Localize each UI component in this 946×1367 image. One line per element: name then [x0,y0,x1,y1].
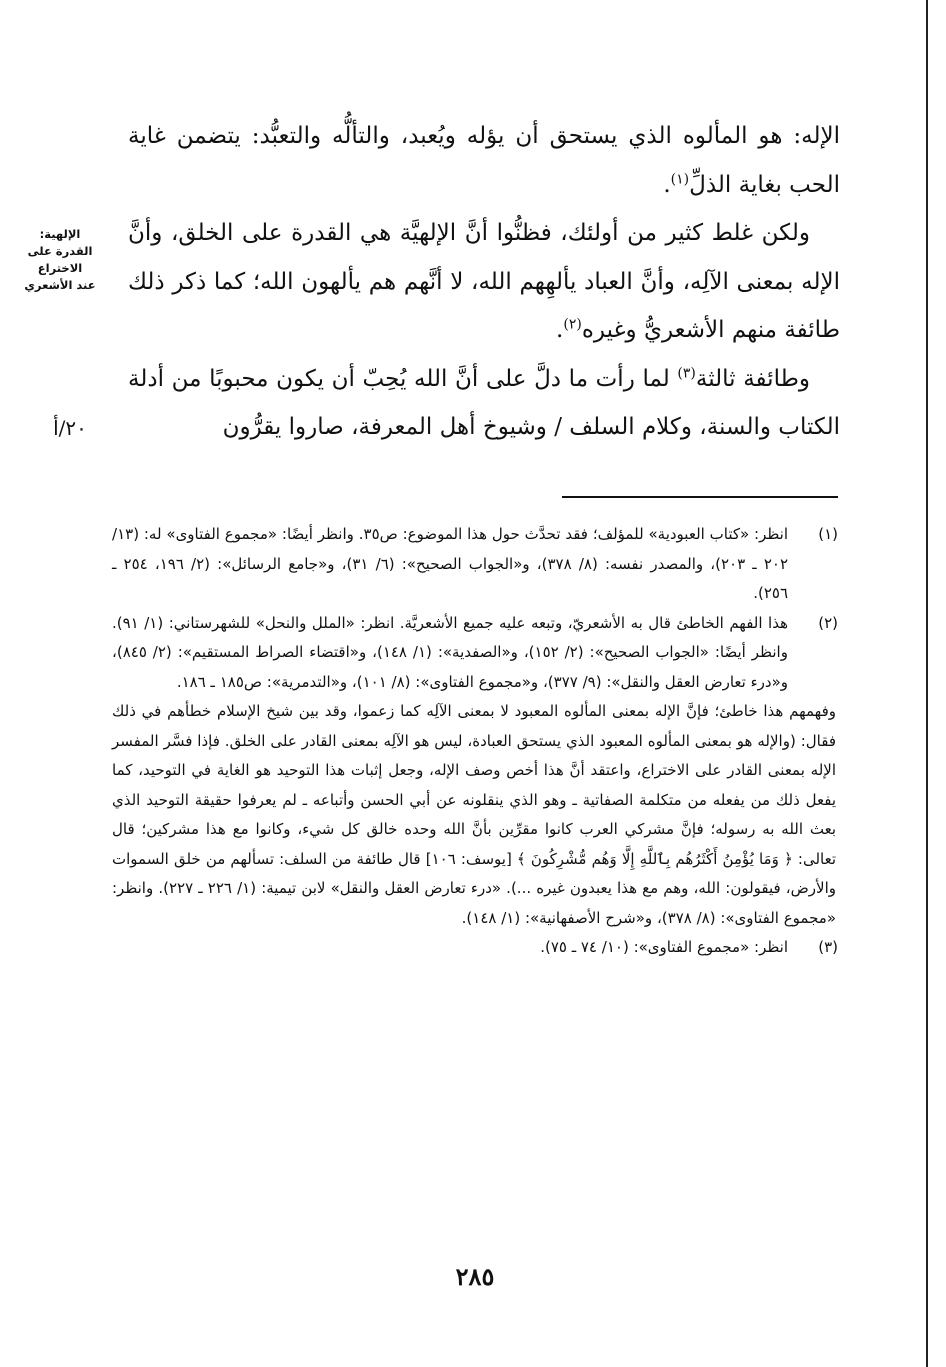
footnote-ref-2[interactable]: (٢) [563,316,582,333]
footnote-text: انظر: «كتاب العبودية» للمؤلف؛ فقد تحدَّث حول هذا الموضوع: ص٣٥. وانظر أيضًا: «مجموع الفتاوى» له: (١٣/ ٢٠٢ ـ ٢٠٣)، والمصدر نفسه: (٨/ ٣٧٨)، و«الجواب الصحيح»: (٦/ ٣١)، و«جامع الرسائل»: (٢/ ١٩٦، ٢٥٤ ـ ٢٥٦). [112,525,788,602]
footnote-number: (١) [818,525,838,543]
footnote-number: (٢) [818,613,838,632]
footnote-text: هذا الفهم الخاطئ قال به الأشعريّ، وتبعه عليه جميع الأشعريَّة. انظر: «الملل والنحل» للشهرستاني: (١/ ٩١). وانظر أيضًا: «الجواب الصحيح»: (٢/ ١٥٢)، و«الصفدية»: (١/ ١٤٨)، و«اقتضاء الصراط المستقيم»: (٢/ ٨٤٥)، و«درء تعارض العقل والنقل»: (٩/ ٣٧٧)، و«مجموع الفتاوى»: (٨/ ١٠١)، و«التدمرية»: ص١٨٥ ـ ١٨٦. [112,613,788,691]
footnote-text: انظر: «مجموع الفتاوى»: (١٠/ ٧٤ ـ ٧٥). [540,938,788,956]
paragraph-1: الإله: هو المألوه الذي يستحق أن يؤله ويُعبد، والتألُّه والتعبُّد: يتضمن غاية الحب بغاية الذلِّ$^{(١)}$. [128,123,840,198]
side-note-line-3: عند الأشعري [24,278,96,292]
footnote-separator [562,496,838,498]
footnote-ref-1[interactable]: (١) [670,170,690,187]
manuscript-folio-marker: ٢٠/أ [53,416,87,440]
footnote-ref-3[interactable]: (٣) [677,364,696,381]
main-text [128,112,840,452]
footnote-2 [112,609,836,934]
footnote-3 [112,933,836,963]
page-number: ٢٨٥ [455,1262,495,1291]
page-edge-shadow [926,0,928,1367]
side-note-line-1: الإلهية: [39,227,81,241]
footnotes [112,520,836,963]
footnote-number: (٣) [818,938,838,956]
margin-side-note [8,226,112,294]
footnote-1 [112,520,836,609]
paragraph-3: وطائفة ثالثة$^{(٣)}$ لما رأت ما دلَّ على أنَّ الله يُحِبّ أن يكون محبوبًا من أدلة الكتاب والسنة، وكلام السلف / وشيوخ أهل المعرفة، صاروا يقرُّون [128,364,840,440]
paragraph-2: ولكن غلط كثير من أولئك، فظنُّوا أنَّ الإلهيَّة هي القدرة على الخلق، وأنَّ الإله بمعنى الآلِه، وأنَّ العباد يألهِهم الله، لا أنَّهم هم يألهون الله؛ كما ذكر ذلك طائفة منهم الأشعريُّ وغيره$^{(٢)}$. [128,220,840,343]
side-note-line-2: القدرة على الاختراع [27,244,93,275]
footnote-continuation: وفهمهم هذا خاطئ؛ فإنَّ الإله بمعنى المألوه المعبود لا بمعنى الآلِه كما زعموا، وقد بين شيخ الإسلام خطأهم في ذلك فقال: (والإله هو بمعنى المألوه المعبود الذي يستحق العبادة، ليس هو الآلِه بمعنى القادر على الخلق. فإذا فسَّر المفسر الإله بمعنى القادر على الاختراع، واعتقد أنَّ هذا أخص وصف الإله، وجعل إثبات هذا التوحيد هو الغاية في التوحيد، كما يفعل ذلك من يفعله من متكلمة الصفاتية ـ وهو الذي ينقلونه عن أبي الحسن وأتباعه ـ لم يعرفوا حقيقة التوحيد الذي بعث الله به رسوله؛ فإنَّ مشركي العرب كانوا مقرِّين بأنَّ الله وحده خالق كل شيء، وكانوا مع هذا مشركين؛ قال تعالى: ﴿ وَمَا يُؤْمِنُ أَكْثَرُهُم بِٱللَّهِ إِلَّا وَهُم مُّشْرِكُونَ ﴾ [يوسف: ١٠٦] قال طائفة من السلف: تسألهم من خلق السموات والأرض، فيقولون: الله، وهم مع هذا يعبدون غيره ...). «درء تعارض العقل والنقل» لابن تيمية: (١/ ٢٢٦ ـ ٢٢٧). وانظر: «مجموع الفتاوى»: (٨/ ٣٧٨)، و«شرح الأصفهانية»: (١/ ١٤٨). [112,702,836,927]
